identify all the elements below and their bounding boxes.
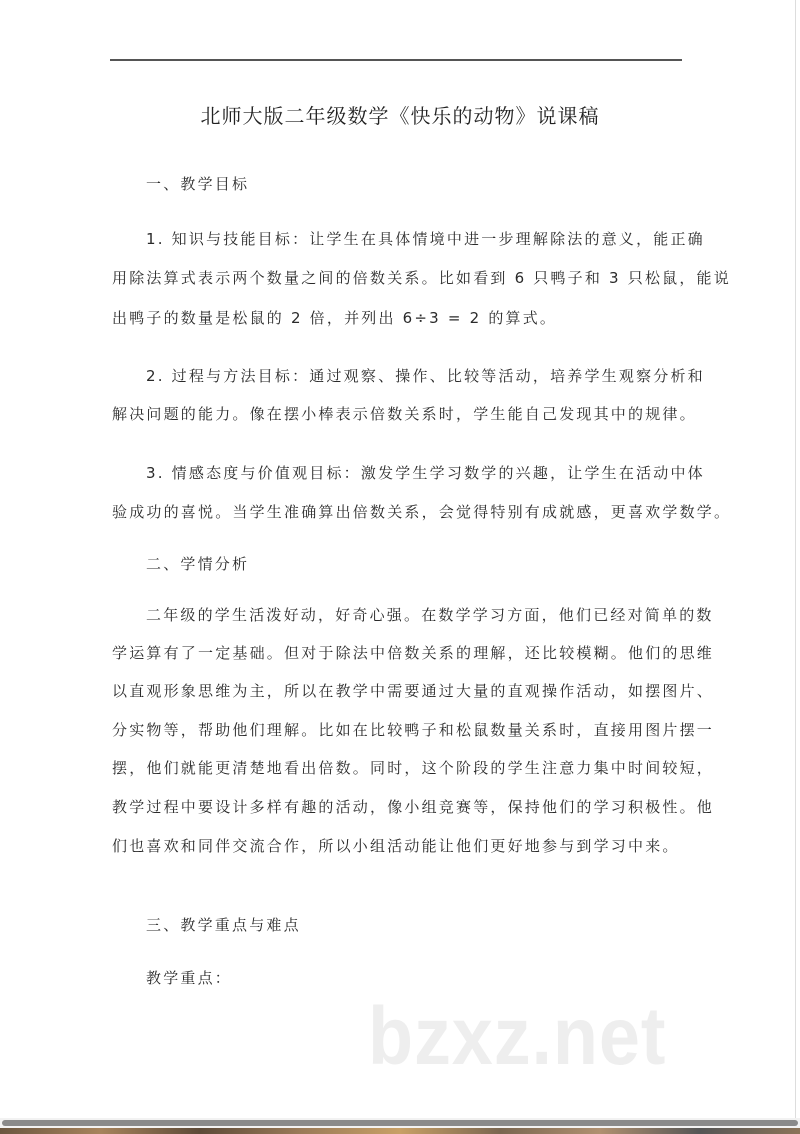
paragraph-line: 学运算有了一定基础。但对于除法中倍数关系的理解，还比较模糊。他们的思维	[112, 644, 715, 662]
page-edge	[795, 0, 796, 1122]
paragraph-line: 出鸭子的数量是松鼠的 2 倍，并列出 6÷3 = 2 的算式。	[112, 309, 558, 327]
background-strip	[0, 1128, 800, 1134]
paragraph-line: 二年级的学生活泼好动，好奇心强。在数学学习方面，他们已经对简单的数	[146, 606, 714, 624]
paragraph-line: 3. 情感态度与价值观目标：激发学生学习数学的兴趣，让学生在活动中体	[146, 464, 705, 482]
paragraph-line: 用除法算式表示两个数量之间的倍数关系。比如看到 6 只鸭子和 3 只松鼠，能说	[112, 269, 731, 287]
paragraph-line: 教学重点：	[146, 969, 233, 987]
paragraph-line: 2. 过程与方法目标：通过观察、操作、比较等活动，培养学生观察分析和	[146, 367, 705, 385]
paragraph-line: 1. 知识与技能目标：让学生在具体情境中进一步理解除法的意义，能正确	[146, 230, 705, 248]
section-heading: 三、教学重点与难点	[146, 916, 301, 934]
watermark: bzxz.net	[368, 991, 667, 1082]
document-title: 北师大版二年级数学《快乐的动物》说课稿	[200, 104, 600, 128]
paragraph-line: 分实物等，帮助他们理解。比如在比较鸭子和松鼠数量关系时，直接用图片摆一	[112, 721, 715, 739]
scrollbar-thumb[interactable]	[2, 1120, 798, 1126]
section-heading: 二、学情分析	[146, 555, 250, 573]
paragraph-line: 摆，他们就能更清楚地看出倍数。同时，这个阶段的学生注意力集中时间较短，	[112, 759, 715, 777]
paragraph-line: 以直观形象思维为主，所以在教学中需要通过大量的直观操作活动，如摆图片、	[112, 682, 715, 700]
paragraph-line: 们也喜欢和同伴交流合作，所以小组活动能让他们更好地参与到学习中来。	[112, 837, 680, 855]
paragraph-line: 验成功的喜悦。当学生准确算出倍数关系，会觉得特别有成就感，更喜欢学数学。	[112, 503, 732, 521]
section-heading: 一、教学目标	[146, 175, 250, 193]
horizontal-scrollbar[interactable]	[0, 1118, 800, 1128]
paragraph-line: 解决问题的能力。像在摆小棒表示倍数关系时，学生能自己发现其中的规律。	[112, 405, 697, 423]
header-rule	[110, 59, 682, 61]
paragraph-line: 教学过程中要设计多样有趣的活动，像小组竞赛等，保持他们的学习积极性。他	[112, 798, 715, 816]
